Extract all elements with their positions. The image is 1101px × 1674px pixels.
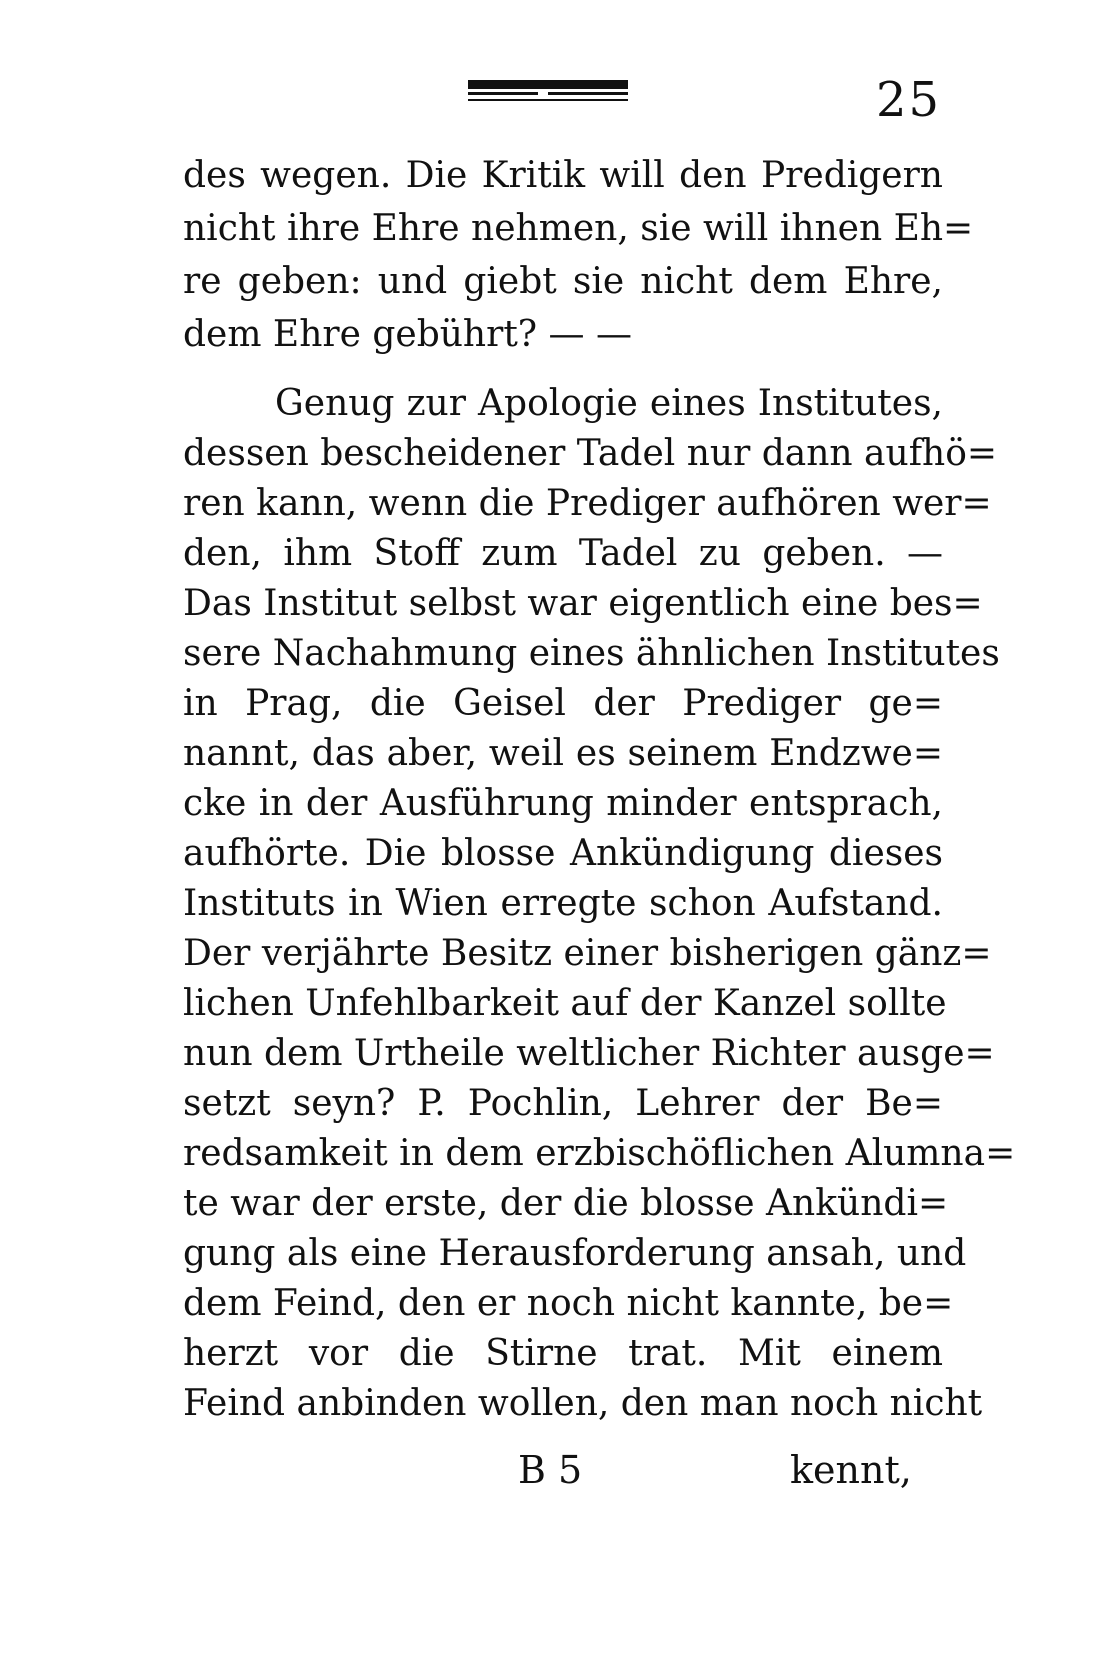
text-line: re geben: und giebt sie nicht dem Ehre, <box>183 261 943 302</box>
text-line: dem Ehre gebührt? — — <box>183 314 632 355</box>
text-line: dem Feind, den er noch nicht kannte, be= <box>183 1283 954 1324</box>
text-line: sere Nachahmung eines ähnlichen Institutes <box>183 633 1000 674</box>
text-line: aufhörte. Die blosse Ankündigung dieses <box>183 833 943 874</box>
text-line: gung als eine Herausforderung ansah, und <box>183 1233 967 1274</box>
text-line: Feind anbinden wollen, den man noch nicht <box>183 1383 983 1424</box>
text-line: cke in der Ausführung minder entsprach, <box>183 783 943 824</box>
text-line: lichen Unfehlbarkeit auf der Kanzel sollte <box>183 983 947 1024</box>
text-line: setzt seyn? P. Pochlin, Lehrer der Be= <box>183 1083 943 1124</box>
text-line: des wegen. Die Kritik will den Predigern <box>183 155 943 196</box>
page-number: 25 <box>876 72 942 128</box>
text-line: den, ihm Stoff zum Tadel zu geben. — <box>183 533 943 574</box>
text-line: ren kann, wenn die Prediger aufhören wer= <box>183 483 992 524</box>
text-line: nicht ihre Ehre nehmen, sie will ihnen Eh= <box>183 208 974 249</box>
text-line: Genug zur Apologie eines Institutes, <box>275 383 943 424</box>
text-line: redsamkeit in dem erzbischöflichen Alumna= <box>183 1133 1016 1174</box>
header-ornament <box>468 80 628 108</box>
catchword: kennt, <box>790 1448 912 1492</box>
text-line: nun dem Urtheile weltlicher Richter ausge= <box>183 1033 995 1074</box>
signature-mark: B 5 <box>518 1448 583 1492</box>
text-line: herzt vor die Stirne trat. Mit einem <box>183 1333 943 1374</box>
text-line: dessen bescheidener Tadel nur dann aufhö= <box>183 433 998 474</box>
text-line: nannt, das aber, weil es seinem Endzwe= <box>183 733 943 774</box>
text-line: Der verjährte Besitz einer bisherigen gänz= <box>183 933 992 974</box>
text-line: in Prag, die Geisel der Prediger ge= <box>183 683 943 724</box>
text-line: Instituts in Wien erregte schon Aufstand. <box>183 883 943 924</box>
text-line: te war der erste, der die blosse Ankündi= <box>183 1183 949 1224</box>
text-line: Das Institut selbst war eigentlich eine bes= <box>183 583 983 624</box>
